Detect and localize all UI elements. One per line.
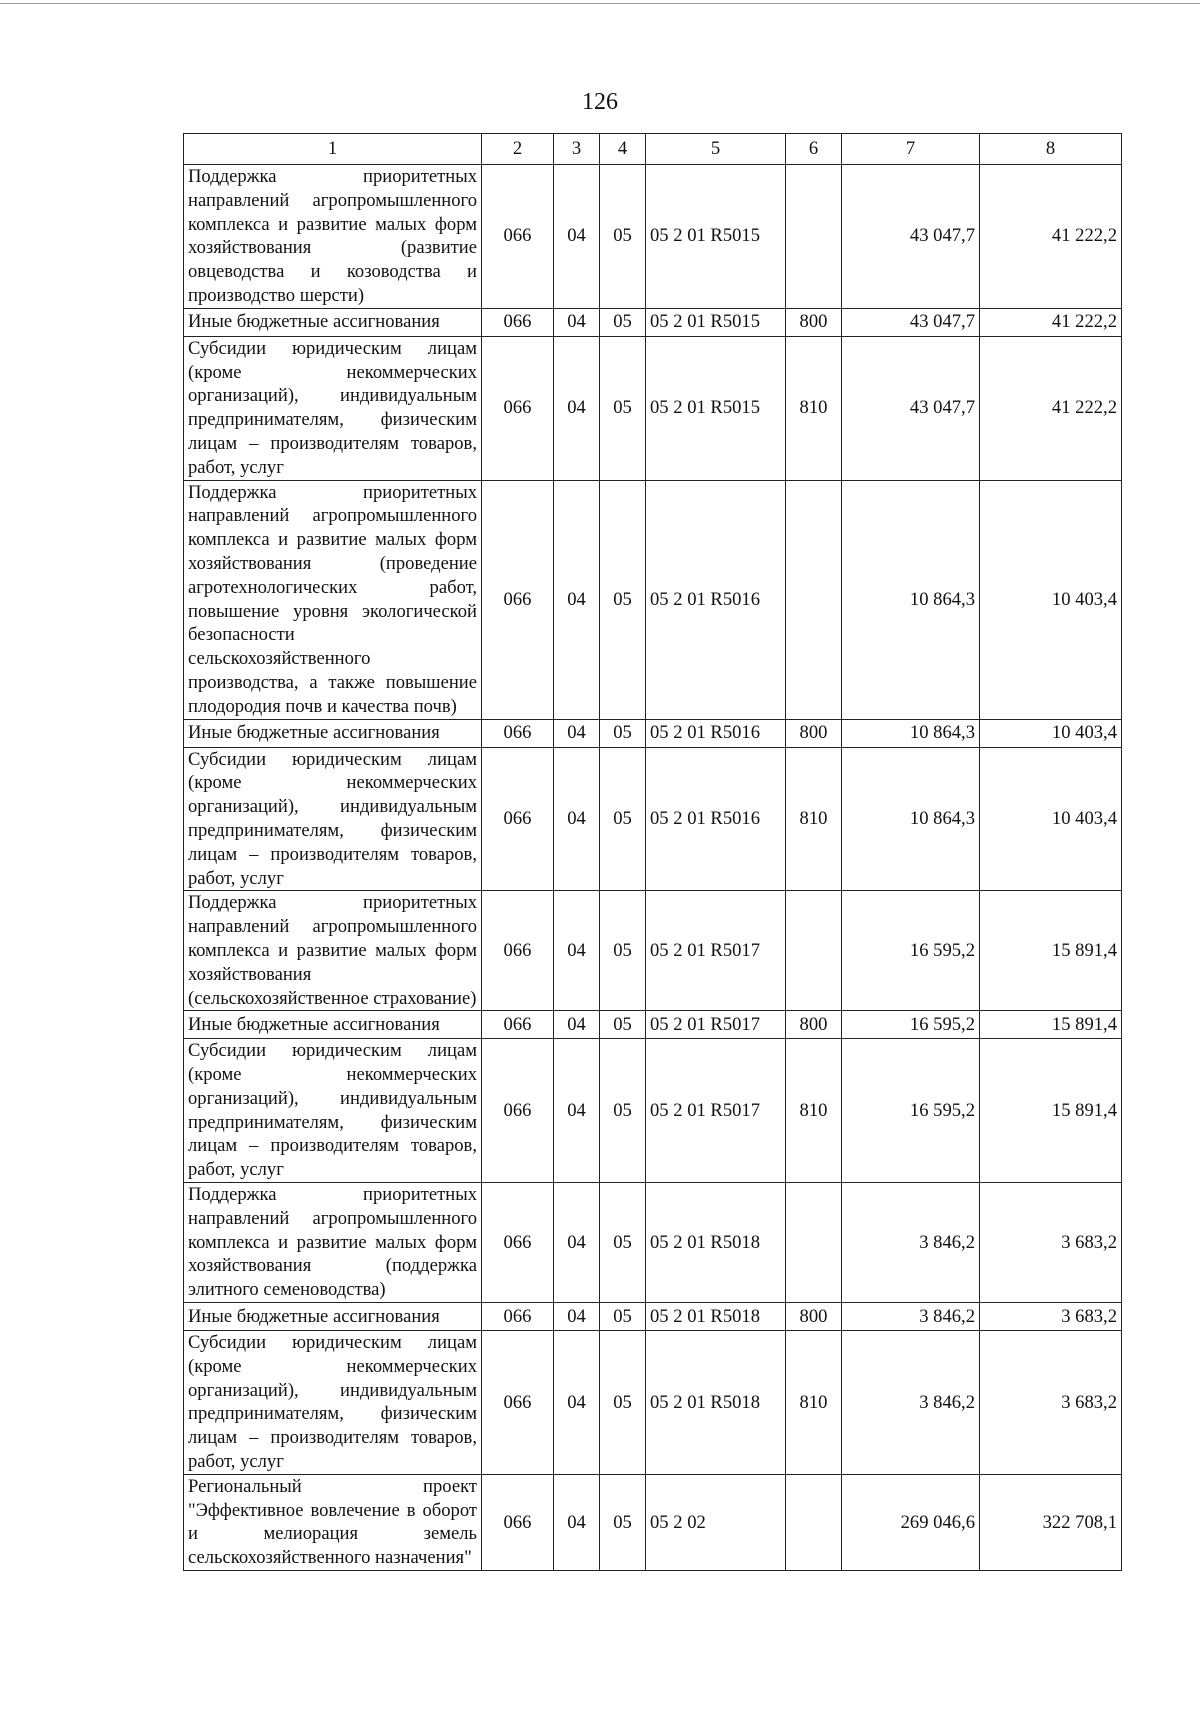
row-target-code: 05 2 01 R5015 (646, 336, 786, 480)
row-sum-1: 43 047,7 (842, 336, 980, 480)
table-row (184, 336, 1122, 480)
row-section: 04 (554, 891, 600, 1011)
row-expense-type: 810 (786, 1039, 842, 1183)
row-target-code: 05 2 01 R5016 (646, 480, 786, 719)
row-subsection: 05 (600, 1474, 646, 1570)
row-sum-1: 3 846,2 (842, 1303, 980, 1331)
row-target-code: 05 2 02 (646, 1474, 786, 1570)
row-expense-type (786, 891, 842, 1011)
row-name: Субсидии юридическим лицам (кроме некоммерческих организаций), индивидуальным предпринимателям, физическим лицам – производителям товаров, работ, услуг (184, 336, 482, 480)
row-admin-code: 066 (482, 1303, 554, 1331)
row-admin-code: 066 (482, 1011, 554, 1039)
row-expense-type (786, 480, 842, 719)
row-section: 04 (554, 1011, 600, 1039)
row-expense-type (786, 165, 842, 309)
row-target-code: 05 2 01 R5015 (646, 165, 786, 309)
row-section: 04 (554, 747, 600, 891)
row-sum-2: 41 222,2 (980, 336, 1122, 480)
column-header-6: 6 (786, 134, 842, 165)
row-name: Субсидии юридическим лицам (кроме некоммерческих организаций), индивидуальным предпринимателям, физическим лицам – производителям товаров, работ, услуг (184, 1331, 482, 1475)
row-admin-code: 066 (482, 891, 554, 1011)
row-section: 04 (554, 480, 600, 719)
row-subsection: 05 (600, 165, 646, 309)
table-row (184, 308, 1122, 336)
table-row (184, 1183, 1122, 1303)
row-admin-code: 066 (482, 1331, 554, 1475)
row-subsection: 05 (600, 891, 646, 1011)
row-sum-1: 16 595,2 (842, 1039, 980, 1183)
page-number: 126 (582, 89, 618, 115)
row-subsection: 05 (600, 1011, 646, 1039)
table-row (184, 747, 1122, 891)
row-expense-type: 810 (786, 1331, 842, 1475)
table-row (184, 891, 1122, 1011)
budget-table (183, 133, 1122, 1571)
column-header-5: 5 (646, 134, 786, 165)
row-sum-1: 10 864,3 (842, 719, 980, 747)
column-header-2: 2 (482, 134, 554, 165)
row-sum-1: 16 595,2 (842, 1011, 980, 1039)
row-sum-2: 15 891,4 (980, 1011, 1122, 1039)
row-sum-2: 3 683,2 (980, 1331, 1122, 1475)
table-row (184, 165, 1122, 309)
row-section: 04 (554, 719, 600, 747)
row-section: 04 (554, 165, 600, 309)
row-admin-code: 066 (482, 747, 554, 891)
row-admin-code: 066 (482, 336, 554, 480)
table-row (184, 1011, 1122, 1039)
row-target-code: 05 2 01 R5016 (646, 719, 786, 747)
row-section: 04 (554, 1331, 600, 1475)
row-admin-code: 066 (482, 480, 554, 719)
row-expense-type: 800 (786, 308, 842, 336)
row-sum-2: 15 891,4 (980, 1039, 1122, 1183)
row-sum-1: 43 047,7 (842, 308, 980, 336)
row-admin-code: 066 (482, 308, 554, 336)
row-sum-2: 10 403,4 (980, 719, 1122, 747)
row-target-code: 05 2 01 R5018 (646, 1331, 786, 1475)
row-target-code: 05 2 01 R5017 (646, 1039, 786, 1183)
row-name: Субсидии юридическим лицам (кроме некоммерческих организаций), индивидуальным предпринимателям, физическим лицам – производителям товаров, работ, услуг (184, 1039, 482, 1183)
row-subsection: 05 (600, 1331, 646, 1475)
row-sum-2: 3 683,2 (980, 1183, 1122, 1303)
table-header-row (184, 134, 1122, 165)
table-row (184, 719, 1122, 747)
scan-edge-line (0, 3, 1200, 4)
row-subsection: 05 (600, 480, 646, 719)
row-name: Региональный проект "Эффективное вовлечение в оборот и мелиорация земель сельскохозяйственного назначения" (184, 1474, 482, 1570)
table-row (184, 480, 1122, 719)
row-sum-2: 41 222,2 (980, 308, 1122, 336)
row-expense-type: 810 (786, 747, 842, 891)
row-sum-1: 3 846,2 (842, 1183, 980, 1303)
row-admin-code: 066 (482, 1039, 554, 1183)
row-subsection: 05 (600, 308, 646, 336)
row-expense-type: 810 (786, 336, 842, 480)
row-sum-1: 3 846,2 (842, 1331, 980, 1475)
row-admin-code: 066 (482, 719, 554, 747)
row-subsection: 05 (600, 336, 646, 480)
row-target-code: 05 2 01 R5017 (646, 891, 786, 1011)
row-sum-1: 10 864,3 (842, 480, 980, 719)
row-target-code: 05 2 01 R5017 (646, 1011, 786, 1039)
row-target-code: 05 2 01 R5015 (646, 308, 786, 336)
row-name: Иные бюджетные ассигнования (184, 1303, 482, 1331)
row-sum-1: 269 046,6 (842, 1474, 980, 1570)
row-name: Поддержка приоритетных направлений агропромышленного комплекса и развитие малых форм хозяйствования (сельскохозяйственное страхование) (184, 891, 482, 1011)
column-header-8: 8 (980, 134, 1122, 165)
table-row (184, 1474, 1122, 1570)
row-admin-code: 066 (482, 1183, 554, 1303)
column-header-1: 1 (184, 134, 482, 165)
row-target-code: 05 2 01 R5018 (646, 1183, 786, 1303)
row-expense-type: 800 (786, 719, 842, 747)
row-sum-2: 41 222,2 (980, 165, 1122, 309)
row-expense-type: 800 (786, 1303, 842, 1331)
table-row (184, 1331, 1122, 1475)
row-sum-1: 16 595,2 (842, 891, 980, 1011)
row-sum-2: 322 708,1 (980, 1474, 1122, 1570)
column-header-3: 3 (554, 134, 600, 165)
row-subsection: 05 (600, 719, 646, 747)
row-expense-type (786, 1474, 842, 1570)
row-name: Иные бюджетные ассигнования (184, 1011, 482, 1039)
table-row (184, 1039, 1122, 1183)
row-target-code: 05 2 01 R5016 (646, 747, 786, 891)
table-row (184, 1303, 1122, 1331)
row-section: 04 (554, 336, 600, 480)
row-section: 04 (554, 1303, 600, 1331)
row-sum-1: 10 864,3 (842, 747, 980, 891)
row-subsection: 05 (600, 747, 646, 891)
row-subsection: 05 (600, 1183, 646, 1303)
row-subsection: 05 (600, 1039, 646, 1183)
row-sum-1: 43 047,7 (842, 165, 980, 309)
row-name: Субсидии юридическим лицам (кроме некоммерческих организаций), индивидуальным предпринимателям, физическим лицам – производителям товаров, работ, услуг (184, 747, 482, 891)
row-sum-2: 15 891,4 (980, 891, 1122, 1011)
row-name: Поддержка приоритетных направлений агропромышленного комплекса и развитие малых форм хозяйствования (проведение агротехнологических работ, повышение уровня экологической безопасности сельскохозяйственного производства, а также повышение плодородия почв и качества почв) (184, 480, 482, 719)
row-sum-2: 10 403,4 (980, 480, 1122, 719)
row-sum-2: 10 403,4 (980, 747, 1122, 891)
row-admin-code: 066 (482, 165, 554, 309)
row-expense-type (786, 1183, 842, 1303)
row-name: Поддержка приоритетных направлений агропромышленного комплекса и развитие малых форм хозяйствования (развитие овцеводства и козоводства и производство шерсти) (184, 165, 482, 309)
row-subsection: 05 (600, 1303, 646, 1331)
row-section: 04 (554, 1474, 600, 1570)
row-section: 04 (554, 1039, 600, 1183)
row-name: Иные бюджетные ассигнования (184, 308, 482, 336)
row-name: Иные бюджетные ассигнования (184, 719, 482, 747)
column-header-4: 4 (600, 134, 646, 165)
column-header-7: 7 (842, 134, 980, 165)
row-section: 04 (554, 308, 600, 336)
row-name: Поддержка приоритетных направлений агропромышленного комплекса и развитие малых форм хозяйствования (поддержка элитного семеноводства) (184, 1183, 482, 1303)
row-target-code: 05 2 01 R5018 (646, 1303, 786, 1331)
row-expense-type: 800 (786, 1011, 842, 1039)
row-section: 04 (554, 1183, 600, 1303)
row-admin-code: 066 (482, 1474, 554, 1570)
row-sum-2: 3 683,2 (980, 1303, 1122, 1331)
